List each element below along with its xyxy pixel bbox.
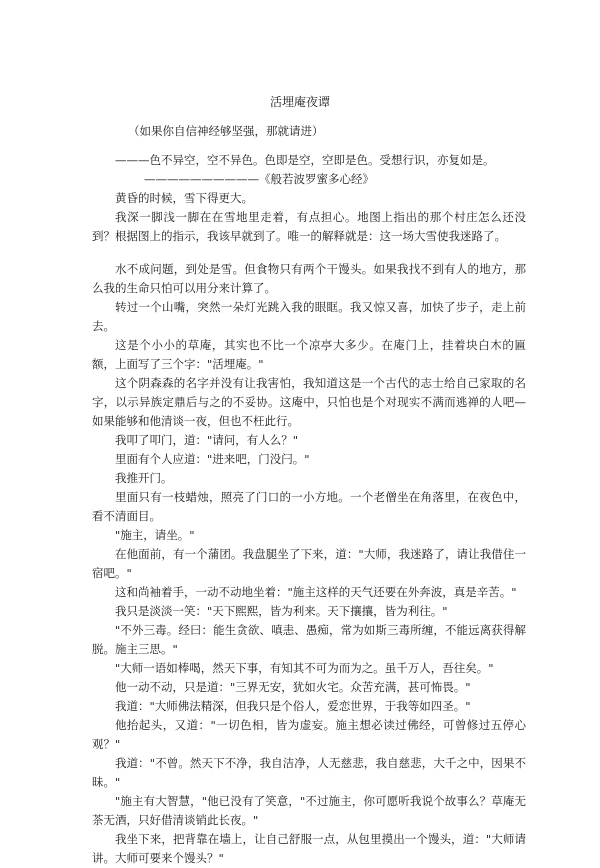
paragraph: 我坐下来，把背靠在墙上，让自己舒服一点，从包里摸出一个馒头，道："大师请讲。大师可要来个馒头？" [92, 832, 526, 865]
page-title: 活埋庵夜谭 [269, 95, 330, 109]
paragraph: 他抬起头，又道："一切色相，皆为虚妄。施主想必读过佛经，可曾修过五停心观？" [92, 718, 526, 751]
document-body [92, 151, 526, 868]
paragraph: "施主有大智慧，"他已没有了笑意，"不过施主，你可愿听我说个故事么？草庵无茶无酒，只好借清谈销此长夜。" [92, 794, 526, 827]
epigraph-source: ——————————《般若波罗蜜多心经》 [144, 172, 374, 186]
epigraph: ———色不异空，空不异色。色即是空，空即是色。受想行识，亦复如是。 [115, 153, 495, 167]
paragraph: 这和尚袖着手，一动不动地坐着："施主这样的天气还要在外奔波，真是辛苦。" [115, 585, 517, 599]
paragraph: 里面只有一枝蜡烛，照亮了门口的一小方地。一个老僧坐在角落里，在夜色中，看不清面目。 [92, 490, 526, 523]
paragraph: 这个阴森森的名字并没有让我害怕，我知道这是一个古代的志士给自己家取的名字，以示异族定鼎后与之的不妥协。这庵中，只怕也是个对现实不满而逃禅的人吧—如果能够和他清谈一夜，但也不枉此行。 [92, 376, 526, 428]
paragraph: "大师一语如棒喝，然天下事，有知其不可为而为之。虽千万人，吾往矣。" [115, 661, 494, 675]
paragraph: "不外三毒。经曰：能生贪欲、嗔恚、愚痴，常为如斯三毒所缠，不能远离获得解脱。施主三思。" [92, 623, 526, 656]
paragraph: 我叩了叩门，道："请问，有人么？" [115, 433, 299, 447]
paragraph: 我道："不曾。然天下不净，我自洁净，人无慈悲，我自慈悲，大千之中，因果不昧。" [92, 756, 526, 789]
paragraph: 他一动不动，只是道："三界无安，犹如火宅。众苦充满，甚可怖畏。" [115, 680, 471, 694]
paragraph: 我推开门。 [115, 471, 173, 485]
paragraph: 里面有个人应道："进来吧，门没闩。" [115, 452, 310, 466]
paragraph: 转过一个山嘴，突然一朵灯光跳入我的眼眶。我又惊又喜，加快了步子，走上前去。 [92, 300, 526, 333]
paragraph: 我道："大师佛法精深，但我只是个俗人，爱恋世界，于我等如四圣。" [115, 699, 471, 713]
paragraph: 水不成问题，到处是雪。但食物只有两个干馒头。如果我找不到有人的地方，那么我的生命只怕可以用分来计算了。 [92, 262, 526, 295]
page-subtitle: （如果你自信神经够坚强，那就请进） [128, 124, 324, 138]
paragraph: "施主，请坐。" [115, 528, 195, 542]
paragraph: 我深一脚浅一脚在在雪地里走着，有点担心。地图上指出的那个村庄怎么还没到？根据图上的指示，我该早就到了。唯一的解释就是：这一场大雪使我迷路了。 [92, 210, 526, 243]
paragraph: 在他面前，有一个蒲团。我盘腿坐了下来，道："大师，我迷路了，请让我借住一宿吧。" [92, 547, 526, 580]
paragraph: 我只是淡淡一笑："天下熙熙，皆为利来。天下攘攘，皆为利往。" [115, 604, 448, 618]
paragraph: 黄昏的时候，雪下得更大。 [115, 191, 253, 205]
paragraph: 这是个小小的草庵，其实也不比一个凉亭大多少。在庵门上，挂着块白木的匾额，上面写了三个字："活埋庵。" [92, 338, 526, 371]
